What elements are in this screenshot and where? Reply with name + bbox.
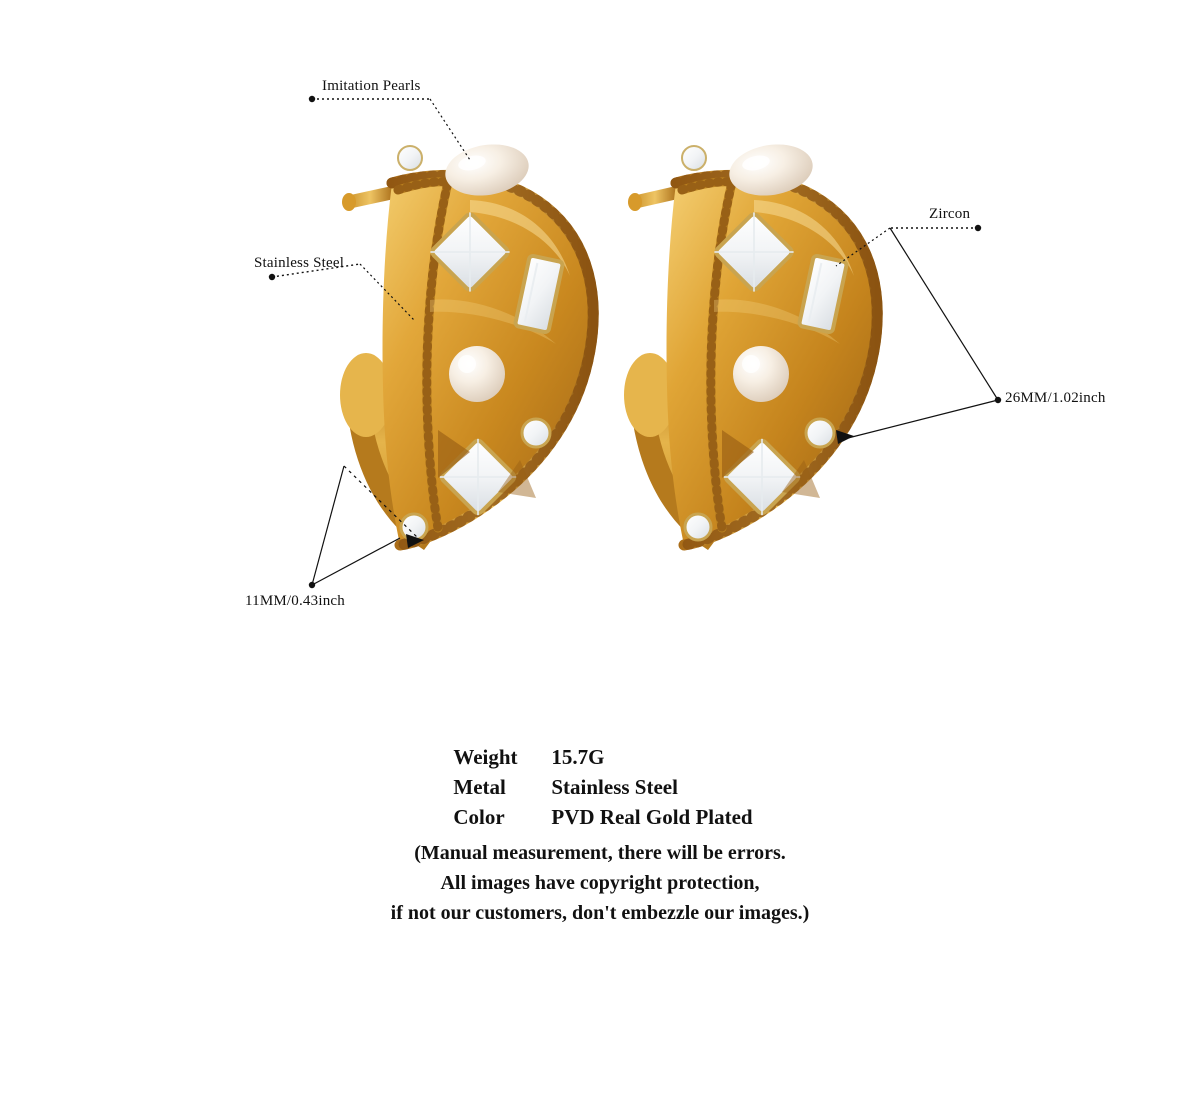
spec-value-weight: 15.7G: [551, 745, 605, 769]
annotation-label-dimension-width: 26MM/1.02inch: [1005, 390, 1106, 406]
spec-value-color: PVD Real Gold Plated: [551, 805, 753, 829]
annotation-label-stainless-steel: Stainless Steel: [254, 255, 345, 271]
spec-row-weight: [453, 742, 752, 772]
note-line-3: if not our customers, don't embezzle our images.): [390, 902, 810, 924]
spec-key-weight: Weight: [453, 745, 518, 769]
pearl-center-left: [449, 346, 505, 402]
note-line-1: (Manual measurement, there will be errors.: [414, 842, 786, 864]
spec-row-color: [453, 802, 752, 832]
spec-key-metal: Metal: [453, 775, 506, 799]
pearl-center-right: [733, 346, 789, 402]
annotation-label-dimension-thickness: 11MM/0.43inch: [245, 593, 345, 609]
note-line-2: All images have copyright protection,: [440, 872, 760, 894]
spec-row-metal: [453, 772, 752, 802]
spec-value-metal: Stainless Steel: [551, 775, 678, 799]
specification-table: [453, 742, 752, 832]
spec-key-color: Color: [453, 805, 505, 829]
annotation-label-imitation-pearls: Imitation Pearls: [322, 78, 421, 94]
annotation-leaders: [269, 96, 1001, 588]
earring-right: [624, 139, 877, 550]
earring-left: [340, 139, 593, 550]
specification-block: [0, 742, 1200, 928]
annotation-label-zircon: Zircon: [929, 206, 971, 222]
